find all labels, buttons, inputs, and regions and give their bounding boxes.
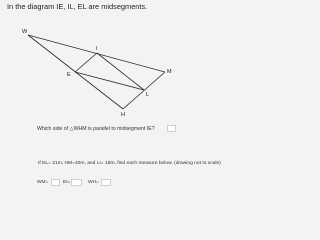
vertex-label-L: L [146,92,150,98]
vertex-label-M: M [167,69,172,75]
vertex-label-H: H [121,112,125,118]
wh-label: WH= [88,180,99,185]
wh-input[interactable] [101,179,111,186]
midsegment-EL [75,72,144,90]
ei-input[interactable] [71,179,82,186]
vertex-label-E: E [67,72,71,78]
given-measures: If EL= 21m, HM=40m, and LI= 18m, find each measure below. (drawing not to scale) [38,161,221,166]
midsegment-IL [97,53,144,90]
parallel-side-input[interactable] [167,125,176,132]
midsegment-IE [75,53,97,72]
problem-intro: In the diagram IE, IL, EL are midsegments. [7,2,148,11]
wm-input[interactable] [51,179,60,186]
side-HM [123,72,165,109]
wm-label: WM= [37,180,49,185]
vertex-label-W: W [22,29,28,35]
vertex-label-I: I [96,46,98,52]
question-parallel: Which side of △WHM is parallel to midsegment IE? [37,126,155,132]
ei-label: EI= [63,180,71,185]
